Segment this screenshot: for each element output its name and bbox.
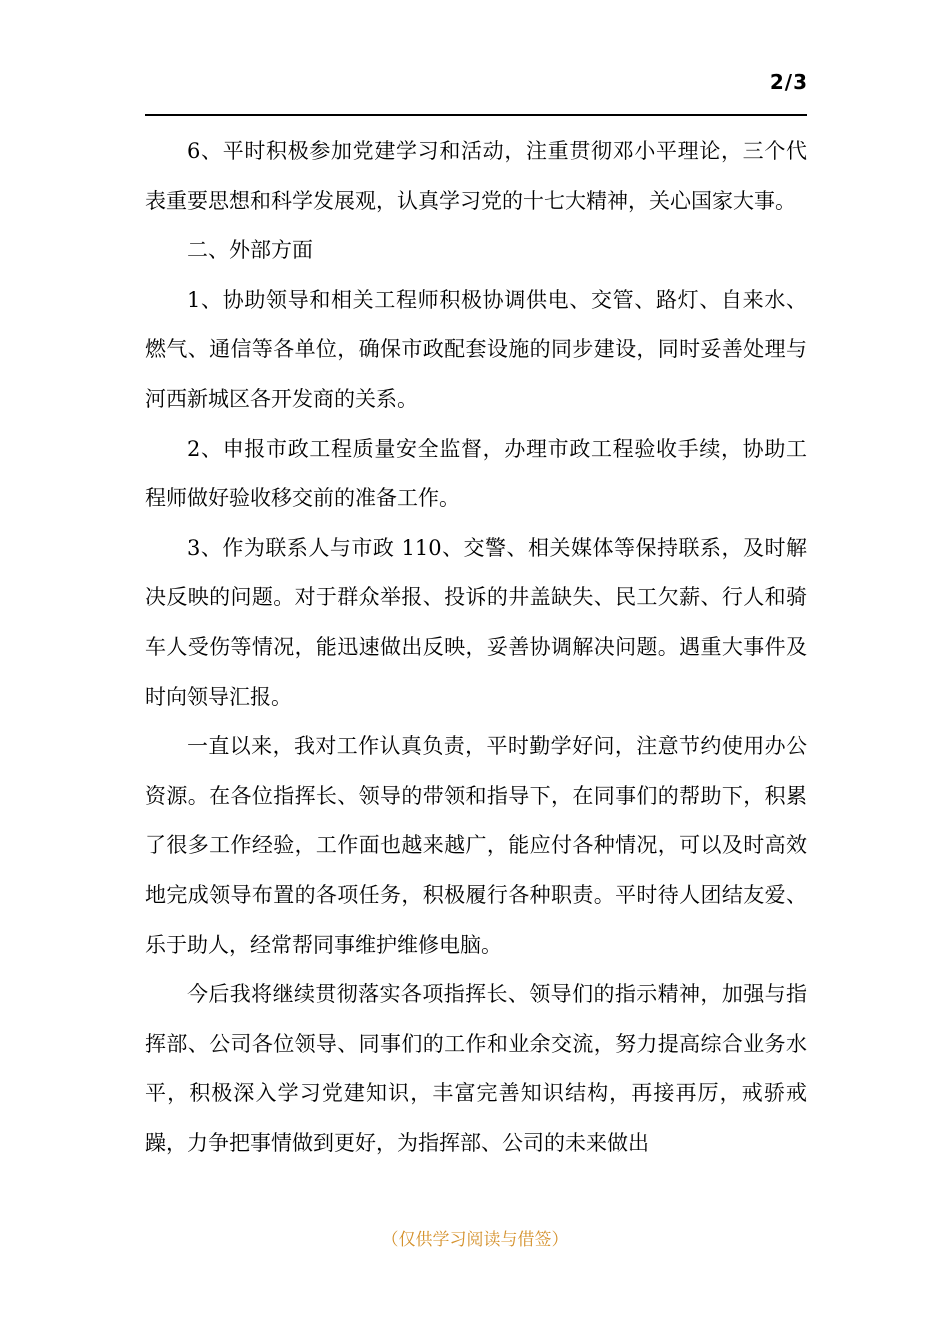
page-number: 2/3 xyxy=(769,70,808,94)
header-rule xyxy=(145,114,807,116)
document-body xyxy=(145,127,807,1168)
section-heading-external: 二、外部方面 xyxy=(187,238,313,263)
paragraph-external-1: 1、协助领导和相关工程师积极协调供电、交管、路灯、自来水、燃气、通信等各单位，确保市政配套设施的同步建设，同时妥善处理与河西新城区各开发商的关系。 xyxy=(145,287,807,411)
paragraph-external-3: 3、作为联系人与市政 110、交警、相关媒体等保持联系，及时解决反映的问题。对于群众举报、投诉的井盖缺失、民工欠薪、行人和骑车人受伤等情况，能迅速做出反映，妥善协调解决问题。遇重大事件及时向领导汇报。 xyxy=(145,535,807,709)
paragraph-outlook: 今后我将继续贯彻落实各项指挥长、领导们的指示精神，加强与指挥部、公司各位领导、同事们的工作和业余交流，努力提高综合业务水平，积极深入学习党建知识，丰富完善知识结构，再接再厉，戒骄戒躁，力争把事情做到更好，为指挥部、公司的未来做出 xyxy=(145,982,807,1155)
paragraph-item-6: 6、平时积极参加党建学习和活动，注重贯彻邓小平理论，三个代表重要思想和科学发展观，认真学习党的十七大精神，关心国家大事。 xyxy=(145,139,807,213)
footer-disclaimer: （仅供学习阅读与借签） xyxy=(381,1230,569,1250)
paragraph-summary: 一直以来，我对工作认真负责，平时勤学好问，注意节约使用办公资源。在各位指挥长、领导的带领和指导下，在同事们的帮助下，积累了很多工作经验，工作面也越来越广，能应付各种情况，可以及时高效地完成领导布置的各项任务，积极履行各种职责。平时待人团结友爱、乐于助人，经常帮同事维护维修电脑。 xyxy=(145,734,807,957)
paragraph-external-2: 2、申报市政工程质量安全监督，办理市政工程验收手续，协助工程师做好验收移交前的准备工作。 xyxy=(145,436,807,511)
